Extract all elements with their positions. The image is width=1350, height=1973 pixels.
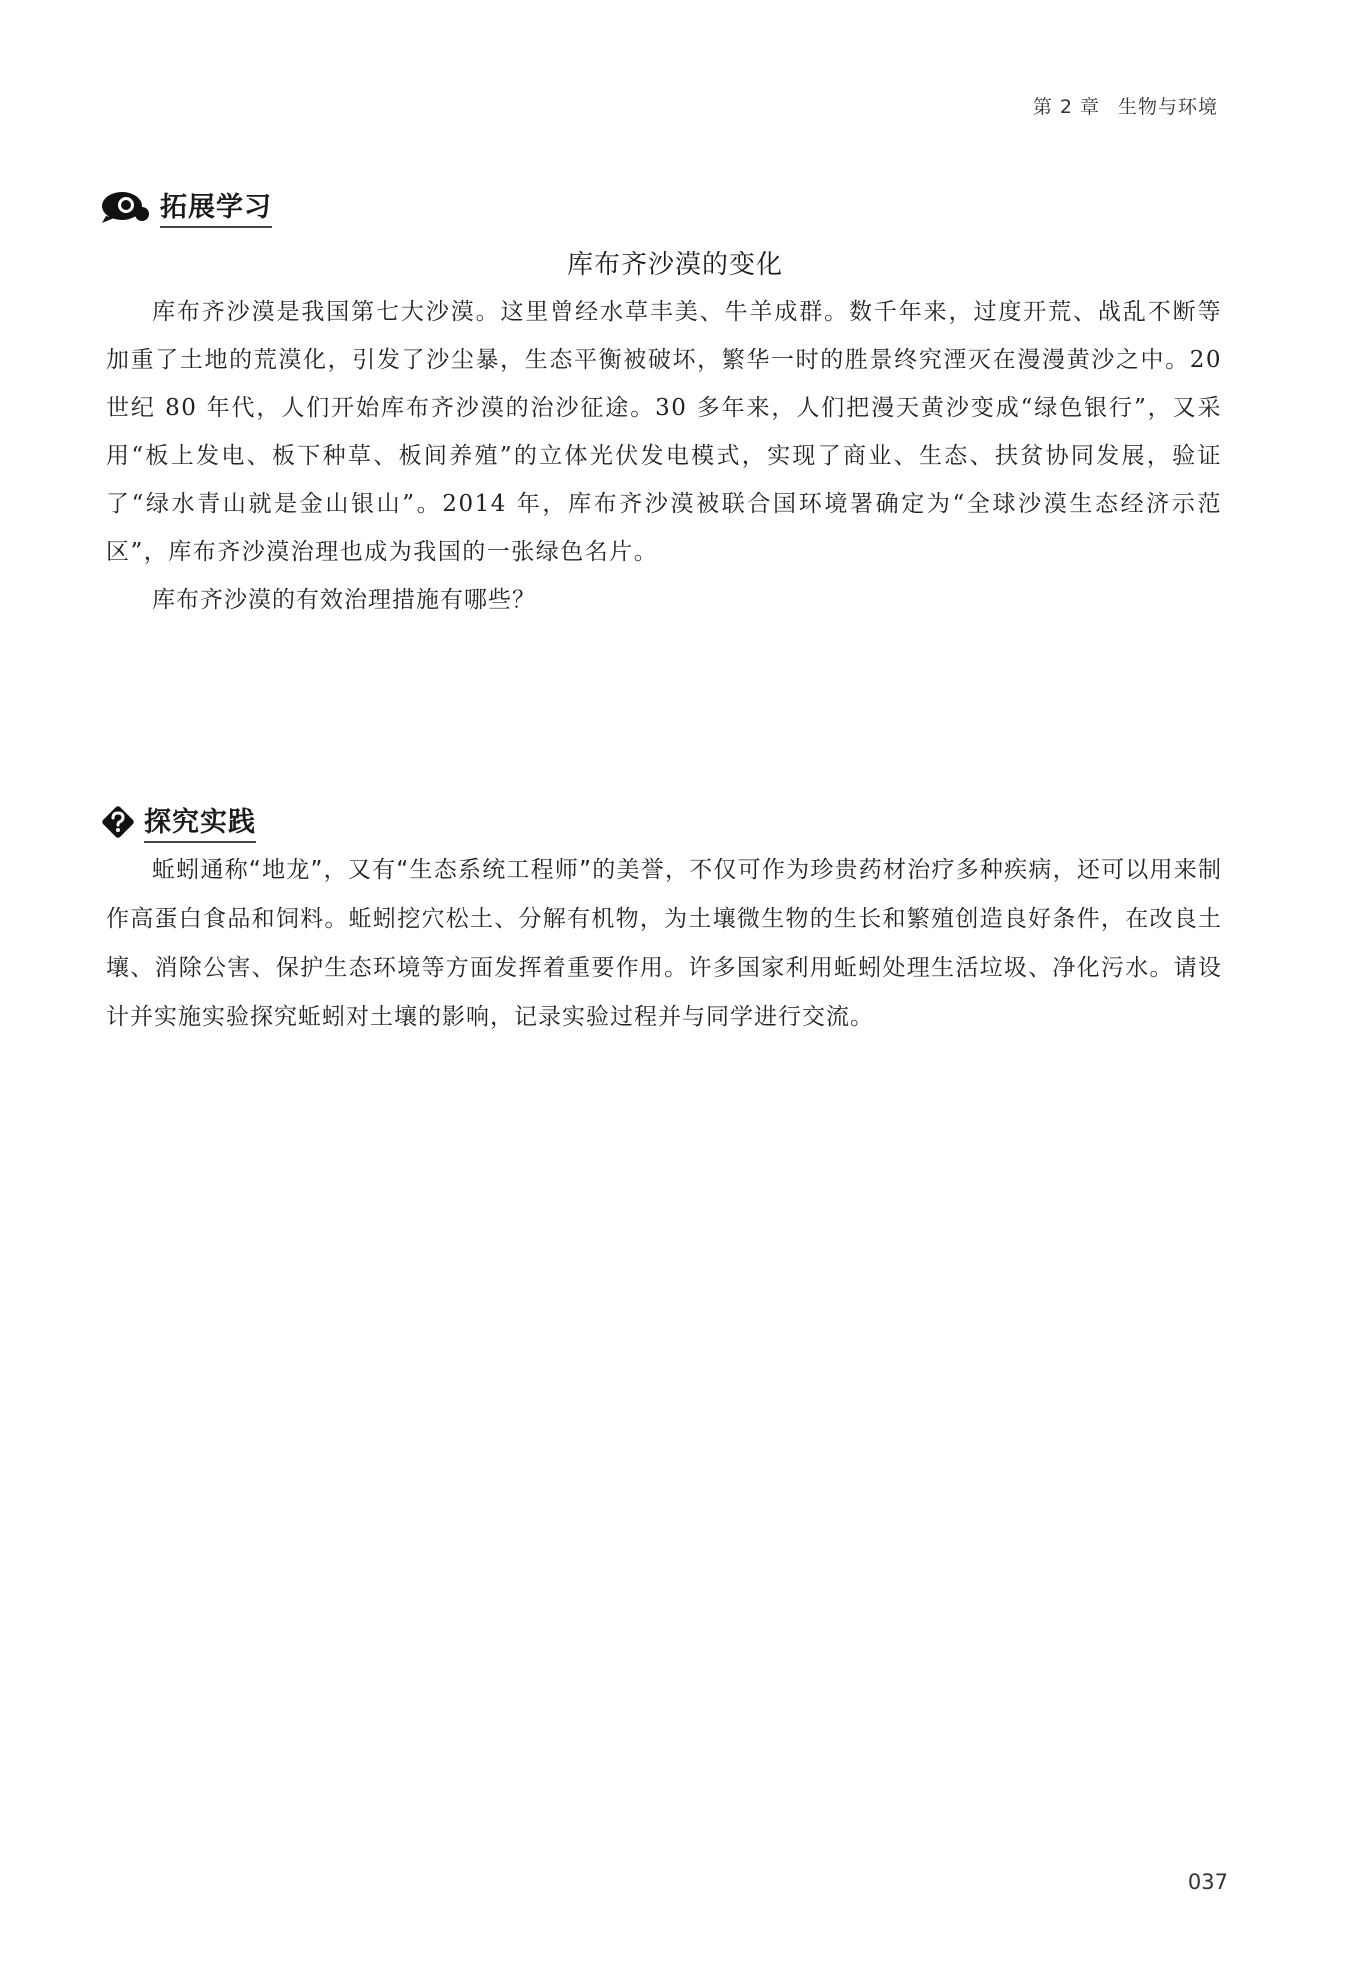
magnifier-bubble-icon: [100, 190, 152, 224]
chapter-number: 第 2 章: [1032, 96, 1100, 118]
page-number: 037: [1187, 1870, 1228, 1894]
extend-learning-heading: [100, 185, 272, 228]
kubuqi-paragraph: 库布齐沙漠是我国第七大沙漠。这里曾经水草丰美、牛羊成群。数千年来，过度开荒、战乱不断等加重了土地的荒漠化，引发了沙尘暴，生态平衡被破坏，繁华一时的胜景终究湮灭在漫漫黄沙之中。20 世纪 80 年代，人们开始库布齐沙漠的治沙征途。30 多年来，人们把漫天黄沙变成“绿色银行”，又采用“板上发电、板下种草、板间养殖”的立体光伏发电模式，实现了商业、生态、扶贫协同发展，验证了“绿水青山就是金山银山”。2014 年，库布齐沙漠被联合国环境署确定为“全球沙漠生态经济示范区”，库布齐沙漠治理也成为我国的一张绿色名片。: [106, 299, 1222, 565]
article-title: 库布齐沙漠的变化: [566, 250, 783, 280]
question-paragraph: 库布齐沙漠的有效治理措施有哪些？: [152, 587, 536, 613]
earthworm-paragraph: 蚯蚓通称“地龙”，又有“生态系统工程师”的美誉，不仅可作为珍贵药材治疗多种疾病，还可以用来制作高蛋白食品和饲料。蚯蚓挖穴松土、分解有机物，为土壤微生物的生长和繁殖创造良好条件，在改良土壤、消除公害、保护生态环境等方面发挥着重要作用。许多国家利用蚯蚓处理生活垃圾、净化污水。请设计并实施实验探究蚯蚓对土壤的影响，记录实验过程并与同学进行交流。: [106, 857, 1222, 1030]
chapter-title: 生物与环境: [1117, 96, 1218, 118]
question-diamond-icon: [100, 804, 136, 840]
inquiry-practice-title: 探究实践: [144, 800, 256, 843]
extend-learning-title: 拓展学习: [160, 185, 272, 228]
inquiry-practice-heading: [100, 800, 256, 843]
running-header: [1033, 92, 1218, 119]
